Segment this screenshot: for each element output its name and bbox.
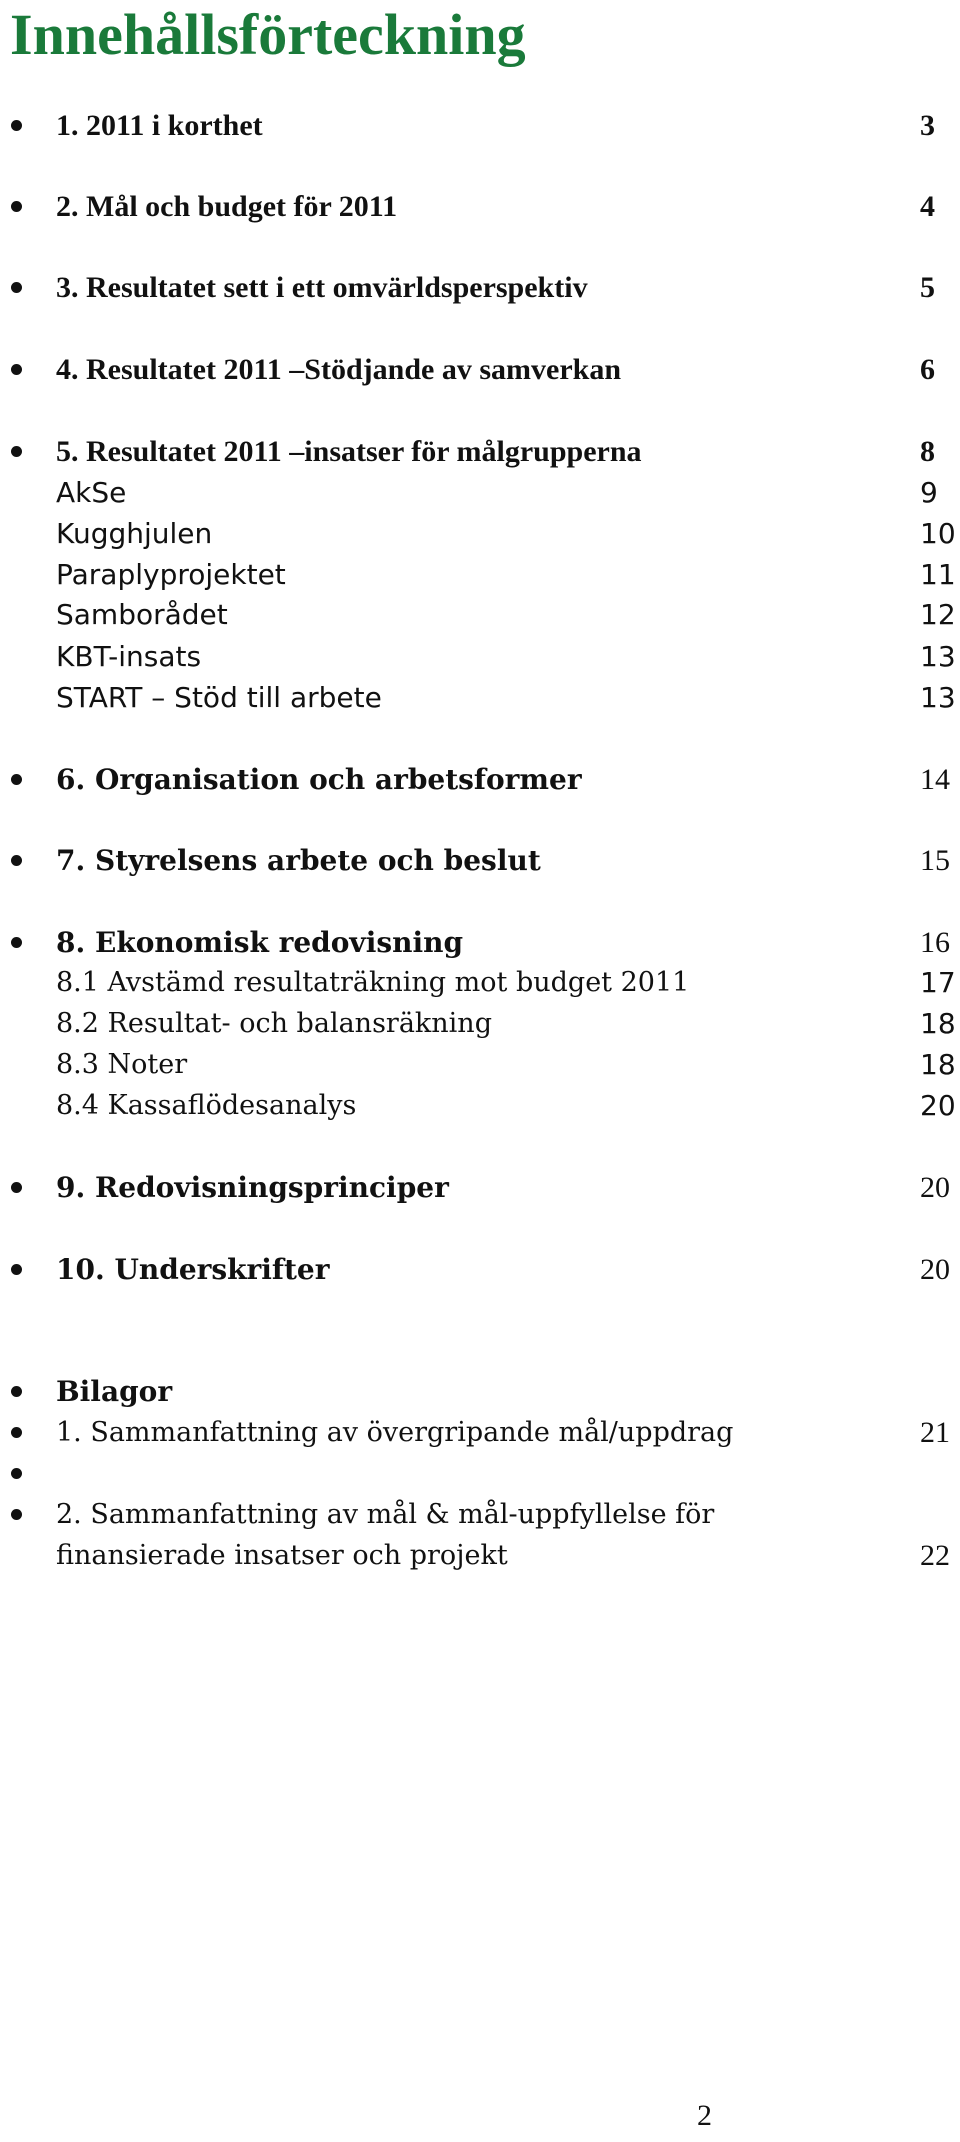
- toc-entry-label: Paraplyprojektet: [56, 558, 286, 591]
- toc-entry-label: 4. Resultatet 2011 –Stödjande av samverkan: [56, 353, 622, 386]
- toc-entry-label: 6. Organisation och arbetsformer: [56, 763, 582, 796]
- toc-entry-page: 8: [920, 435, 935, 468]
- toc-entry-page: 13: [920, 640, 956, 673]
- toc-entry-label: Kugghjulen: [56, 517, 213, 550]
- toc-entry-page: 22: [920, 1539, 950, 1572]
- toc-entry-label: 2. Sammanfattning av mål & mål-uppfyllelse för: [56, 1499, 715, 1530]
- toc-entry-page: 6: [920, 353, 935, 386]
- toc-entry-label: 7. Styrelsens arbete och beslut: [56, 844, 541, 877]
- bullet-icon: [11, 1182, 22, 1193]
- toc-entry-page: 3: [920, 109, 935, 142]
- toc-entry[interactable]: [0, 923, 960, 963]
- bullet-icon: [11, 364, 22, 375]
- toc-entry-label: KBT-insats: [56, 640, 202, 673]
- toc-entry[interactable]: [0, 1372, 960, 1412]
- toc-entry-continuation[interactable]: [0, 1536, 960, 1576]
- toc-entry[interactable]: [0, 1495, 960, 1535]
- bullet-icon: [11, 855, 22, 866]
- bullet-icon: [11, 120, 22, 131]
- toc-entry[interactable]: [0, 1413, 960, 1453]
- bullet-icon: [11, 201, 22, 212]
- toc-entry-page: 5: [920, 271, 935, 304]
- bullet-icon: [11, 774, 22, 785]
- toc-entry-label: 8.2 Resultat- och balansräkning: [56, 1008, 492, 1039]
- page-number: 2: [697, 2099, 712, 2132]
- toc-entry-label: START – Stöd till arbete: [56, 681, 382, 714]
- bullet-icon: [11, 1509, 22, 1520]
- toc-entry-page: 13: [920, 681, 956, 714]
- bullet-icon: [11, 1264, 22, 1275]
- toc-entry-page: 9: [920, 476, 938, 509]
- toc-entry-label: 5. Resultatet 2011 –insatser för målgrupperna: [56, 435, 642, 468]
- toc-entry-label: 3. Resultatet sett i ett omvärldsperspektiv: [56, 271, 588, 304]
- toc-entry-label: finansierade insatser och projekt: [56, 1540, 508, 1571]
- toc-entry-label: 10. Underskrifter: [56, 1253, 330, 1286]
- toc-entry-page: 16: [920, 926, 950, 959]
- bullet-icon: [11, 446, 22, 457]
- toc-subentry[interactable]: [0, 473, 960, 513]
- toc-entry-label: 8.1 Avstämd resultaträkning mot budget 2011: [56, 967, 690, 998]
- toc-subentry[interactable]: [0, 1045, 960, 1085]
- toc-entry-label: 8.4 Kassaflödesanalys: [56, 1090, 357, 1121]
- toc-entry-page: 20: [920, 1089, 956, 1122]
- toc-subentry[interactable]: [0, 514, 960, 554]
- toc-entry-page: 11: [920, 558, 956, 591]
- toc-entry-page: 10: [920, 517, 956, 550]
- toc-entry[interactable]: [0, 187, 960, 227]
- toc-entry-label: 2. Mål och budget för 2011: [56, 190, 398, 223]
- toc-entry-page: 21: [920, 1416, 950, 1449]
- bullet-icon: [11, 1427, 22, 1438]
- toc-entry[interactable]: [0, 841, 960, 881]
- toc-subentry[interactable]: [0, 1004, 960, 1044]
- toc-subentry[interactable]: [0, 555, 960, 595]
- bullet-icon: [11, 1468, 22, 1479]
- toc-entry[interactable]: [0, 106, 960, 146]
- toc-entry[interactable]: [0, 760, 960, 800]
- bullet-icon: [11, 1386, 22, 1397]
- toc-entry-label: Samborådet: [56, 598, 228, 631]
- toc-entry-label: 8. Ekonomisk redovisning: [56, 926, 464, 959]
- bullet-icon: [11, 282, 22, 293]
- toc-subentry[interactable]: [0, 678, 960, 718]
- toc-subentry[interactable]: [0, 1086, 960, 1126]
- toc-subentry[interactable]: [0, 963, 960, 1003]
- bullet-icon: [11, 937, 22, 948]
- toc-subentry[interactable]: [0, 637, 960, 677]
- toc-entry-label: 1. 2011 i korthet: [56, 109, 263, 142]
- toc-entry-page: 4: [920, 190, 935, 223]
- toc-entry-page: 18: [920, 1048, 956, 1081]
- toc-entry-page: 12: [920, 598, 956, 631]
- toc-entry-page: 20: [920, 1253, 950, 1286]
- toc-entry-label: 8.3 Noter: [56, 1049, 188, 1080]
- toc-entry-label: 1. Sammanfattning av övergripande mål/uppdrag: [56, 1417, 734, 1448]
- toc-entry[interactable]: [0, 432, 960, 472]
- toc-entry[interactable]: [0, 1168, 960, 1208]
- toc-entry-page: 15: [920, 844, 950, 877]
- toc-entry: [0, 1454, 960, 1494]
- toc-entry-page: 20: [920, 1171, 950, 1204]
- toc-subentry[interactable]: [0, 595, 960, 635]
- toc-entry-page: 17: [920, 966, 956, 999]
- toc-entry-label: AkSe: [56, 476, 127, 509]
- toc-entry[interactable]: [0, 1250, 960, 1290]
- document-title: Innehållsförteckning: [10, 2, 526, 67]
- toc-entry[interactable]: [0, 350, 960, 390]
- toc-entry-page: 18: [920, 1007, 956, 1040]
- toc-entry-page: 14: [920, 763, 950, 796]
- toc-entry-label: 9. Redovisningsprinciper: [56, 1171, 449, 1204]
- toc-entry-label: Bilagor: [56, 1375, 173, 1408]
- toc-entry[interactable]: [0, 268, 960, 308]
